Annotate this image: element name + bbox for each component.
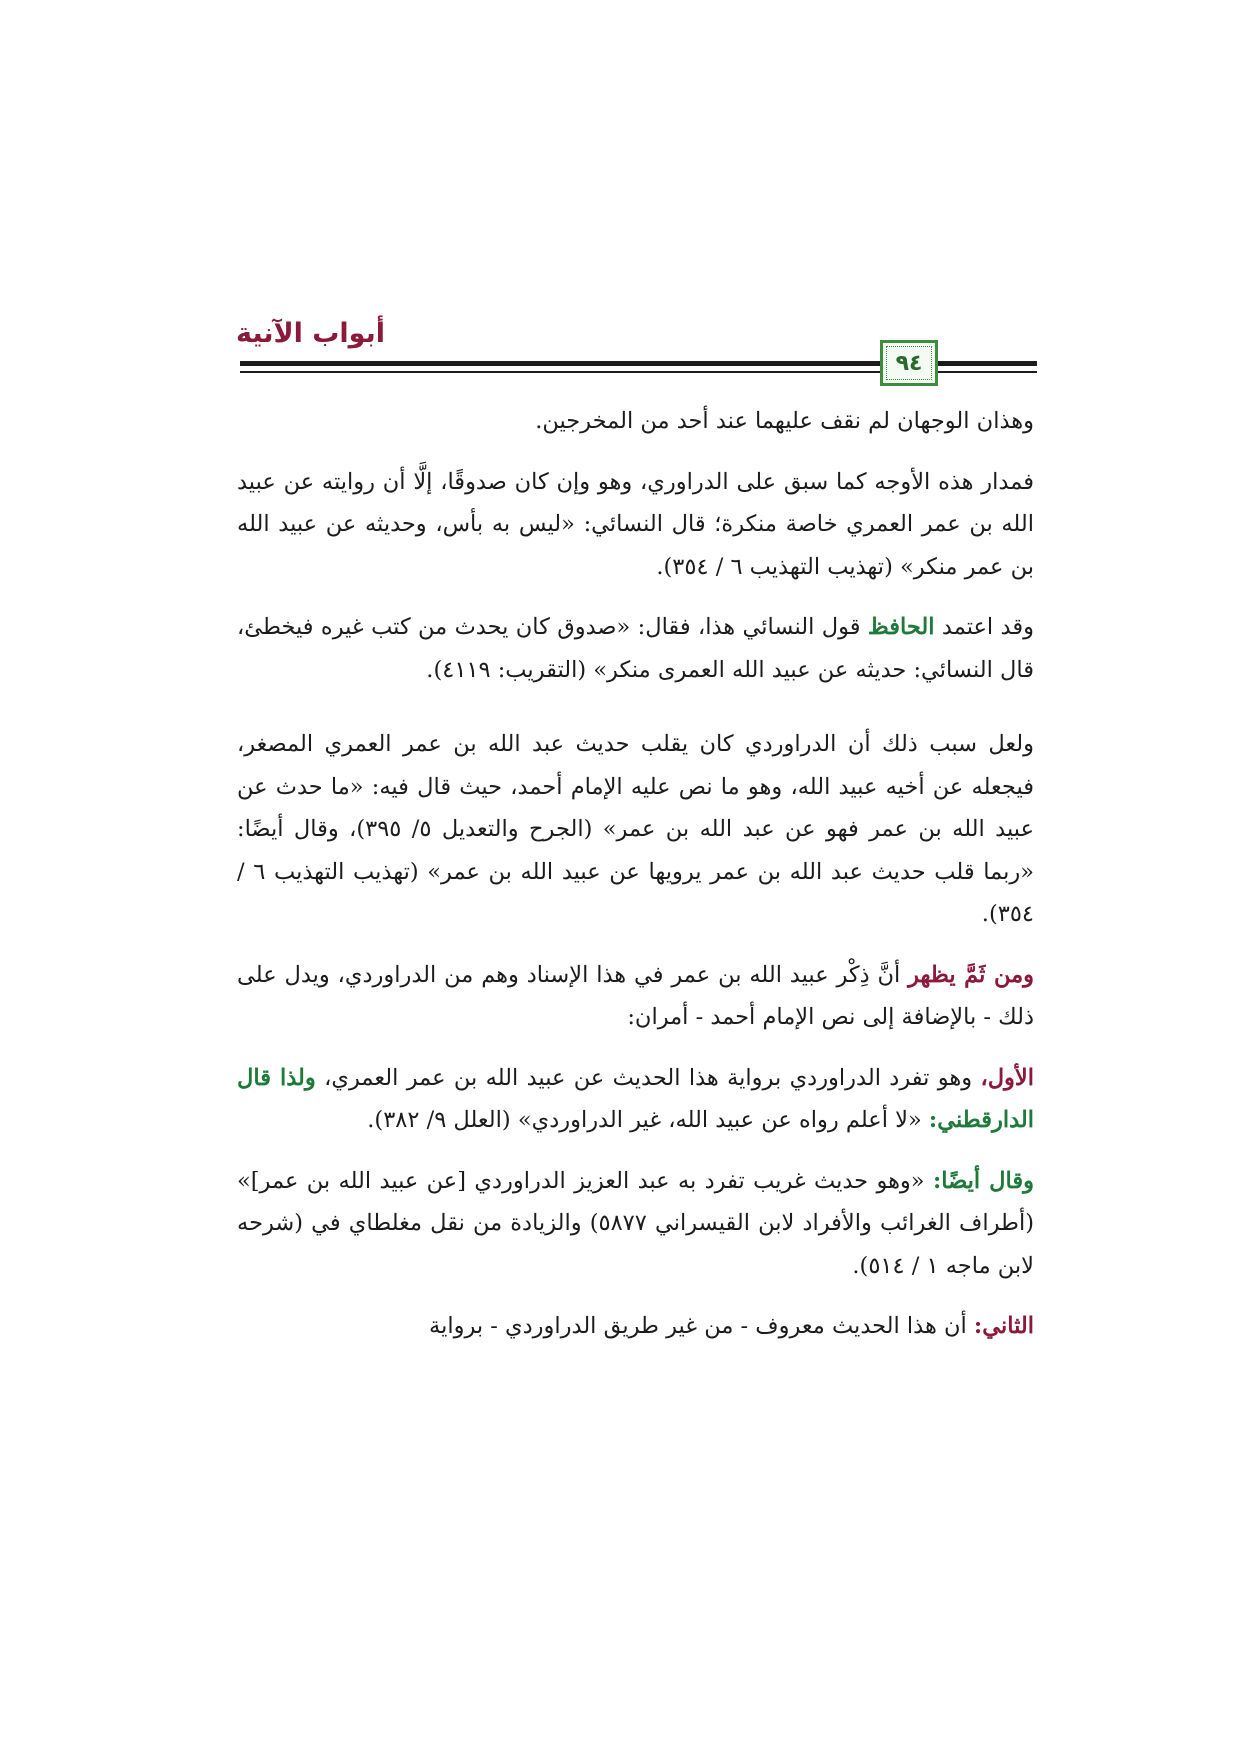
highlight-term: الحافظ	[867, 614, 935, 640]
paragraph	[237, 1057, 1034, 1142]
page-number: ٩٤	[895, 350, 923, 376]
paragraph-text: ولعل سبب ذلك أن الدراوردي كان يقلب حديث عبد الله بن عمر العمري المصغر، فيجعله عن أخيه عبيد الله، وهو ما نص عليه الإمام أحمد، حيث قال فيه: «ما حدث عن عبيد الله بن عمر فهو عن عبد الله بن عمر» (الجرح والتعديل ٥/ ٣٩٥)، وقال أيضًا: «ربما قلب حديث عبد الله بن عمر يرويها عن عبيد الله بن عمر» (تهذيب التهذيب ٦ / ٣٥٤).	[237, 731, 1035, 927]
paragraph-text: قول النسائي هذا، فقال: «صدوق كان يحدث من كتب غيره فيخطئ، قال النسائي: حديثه عن عبيد الله العمرى منكر» (التقريب: ٤١١٩).	[237, 614, 1034, 683]
paragraph-text: وهو تفرد الدراوردي برواية هذا الحديث عن عبيد الله بن عمر العمري،	[315, 1064, 981, 1091]
highlight-term: ومن ثَمَّ يظهر	[908, 961, 1034, 988]
paragraph-text: «وهو حديث غريب تفرد به عبد العزيز الدراوردي [عن عبيد الله بن عمر]» (أطراف الغرائب والأفراد لابن القيسراني ٥٨٧٧) والزيادة من نقل مغلطاي في (شرحه لابن ماجه ١ / ٥١٤).	[237, 1167, 1034, 1279]
paragraph	[237, 1305, 1034, 1348]
highlight-term: الأول،	[980, 1064, 1034, 1091]
paragraph	[237, 461, 1034, 589]
page-body	[237, 400, 1034, 1366]
paragraph-text: وقد اعتمد	[934, 614, 1034, 640]
paragraph-text: «لا أعلم رواه عن عبيد الله، غير الدراوردي» (العلل ٩/ ٣٨٢).	[367, 1107, 929, 1133]
book-title: أبواب الآنية	[235, 318, 385, 349]
paragraph	[237, 723, 1034, 936]
page-header	[0, 0, 1240, 400]
highlight-term: ولذا قال الدارقطني:	[237, 1064, 1034, 1133]
paragraph-text: أنَّ ذِكْر عبيد الله بن عمر في هذا الإسناد وهم من الدراوردي، ويدل على ذلك - بالإضافة إلى نص الإمام أحمد - أمران:	[237, 961, 1034, 1030]
paragraph	[237, 606, 1034, 691]
paragraph	[237, 1160, 1034, 1288]
paragraph	[237, 400, 1034, 443]
paragraph-text: فمدار هذه الأوجه كما سبق على الدراوري، وهو وإن كان صدوقًا، إلَّا أن روايته عن عبيد الله بن عمر العمري خاصة منكرة؛ قال النسائي: «ليس به بأس، وحديثه عن عبيد الله بن عمر منكر» (تهذيب التهذيب ٦ / ٣٥٤).	[237, 468, 1034, 580]
highlight-term: وقال أيضًا:	[932, 1167, 1034, 1194]
ornamental-frame-icon	[880, 340, 938, 386]
paragraph-text: وهذان الوجهان لم نقف عليهما عند أحد من المخرجين.	[535, 408, 1034, 434]
paragraph	[237, 954, 1034, 1039]
highlight-term: الثاني:	[973, 1313, 1034, 1339]
paragraph-text: أن هذا الحديث معروف - من غير طريق الدراوردي - برواية	[429, 1313, 974, 1339]
